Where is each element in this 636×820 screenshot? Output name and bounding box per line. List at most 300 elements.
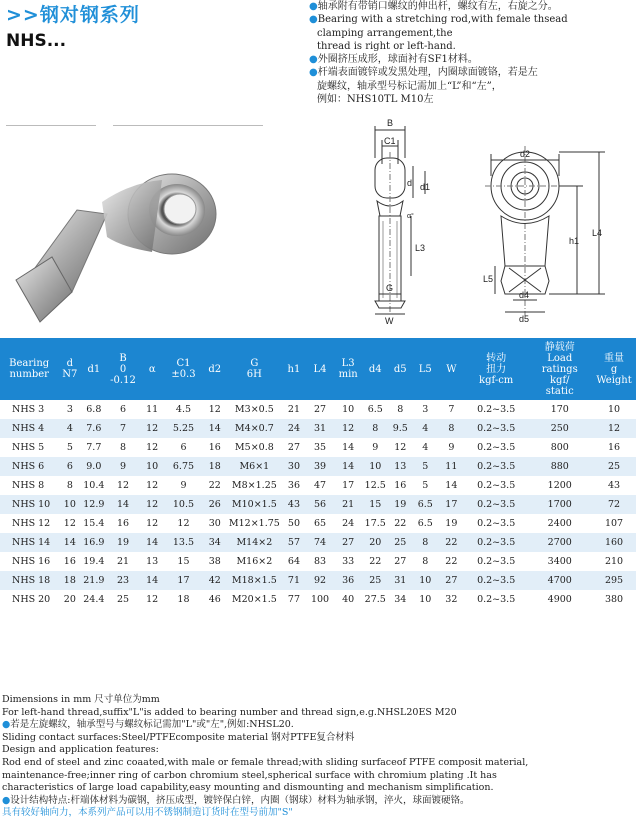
table-cell: 19 — [438, 514, 465, 533]
table-cell: 72 — [592, 495, 636, 514]
table-cell: 0.2~3.5 — [465, 495, 528, 514]
table-cell: 9 — [165, 476, 203, 495]
note-line — [309, 80, 634, 93]
table-cell: 40 — [334, 590, 363, 609]
column-header-line: h1 — [287, 363, 301, 375]
label-G: G — [386, 283, 394, 293]
footer-text: maintenance-free;inner ring of carbon chromium steel,spherical surface with chromium plating .It has — [2, 769, 497, 781]
column-header-line: 扭力 — [486, 363, 507, 375]
column-header-line: d — [66, 358, 74, 369]
table-cell: 14 — [58, 533, 81, 552]
table-cell: 36 — [334, 571, 363, 590]
column-header-line: Bearing — [9, 358, 50, 369]
table-cell: 27 — [388, 552, 413, 571]
table-cell: 3400 — [527, 552, 592, 571]
table-cell: 22 — [438, 552, 465, 571]
table-cell: 12 — [140, 419, 165, 438]
table-cell: 12.5 — [363, 476, 388, 495]
table-cell: NHS 6 — [0, 457, 58, 476]
table-cell: 12 — [202, 400, 227, 419]
table-cell: 14 — [202, 419, 227, 438]
footer-text: Dimensions in mm 尺寸单位为mm — [2, 694, 160, 705]
table-cell: 83 — [306, 552, 333, 571]
table-row — [0, 514, 636, 533]
column-header — [413, 338, 438, 400]
table-cell: 19 — [388, 495, 413, 514]
table-cell: 14 — [334, 457, 363, 476]
footer-text: 设计结构特点:杆端体材料为碳钢，挤压成型，镀锌保白锌，内圈（钢球）材料为轴承钢，淬火，球面镀硬铬。 — [10, 794, 470, 806]
table-cell: 6 — [165, 438, 203, 457]
table-cell: 19.4 — [81, 552, 106, 571]
table-cell: 16 — [58, 552, 81, 571]
table-cell: 7.7 — [81, 438, 106, 457]
table-cell: NHS 14 — [0, 533, 58, 552]
table-cell: 9.0 — [81, 457, 106, 476]
table-cell: 5 — [413, 457, 438, 476]
table-cell: 27.5 — [363, 590, 388, 609]
column-header-line: 重量 — [604, 352, 625, 364]
column-header-line: L3 — [341, 358, 355, 369]
table-cell: 8 — [413, 552, 438, 571]
table-cell: M12×1.75 — [227, 514, 281, 533]
label-h1: h1 — [569, 236, 580, 246]
table-cell: 46 — [202, 590, 227, 609]
feature-notes — [309, 0, 634, 106]
table-cell: 43 — [281, 495, 306, 514]
table-cell: 10 — [363, 457, 388, 476]
table-cell: 21 — [334, 495, 363, 514]
note-text: 旋螺纹，轴承型号标记需加上“L”和“左”， — [317, 80, 502, 92]
table-cell: 36 — [281, 476, 306, 495]
bullet-icon: ● — [2, 719, 11, 731]
table-cell: 15 — [165, 552, 203, 571]
table-cell: M8×1.25 — [227, 476, 281, 495]
label-L4: L4 — [592, 228, 603, 238]
table-cell: M18×1.5 — [227, 571, 281, 590]
column-header-line: α — [148, 363, 156, 375]
table-cell: 15 — [363, 495, 388, 514]
table-cell: 16.9 — [81, 533, 106, 552]
label-d2: d2 — [520, 149, 531, 159]
footer-line — [2, 732, 636, 745]
table-cell: 27 — [438, 571, 465, 590]
table-cell: 22 — [388, 514, 413, 533]
table-cell: 12 — [140, 476, 165, 495]
table-cell: NHS 12 — [0, 514, 58, 533]
table-cell: 27 — [281, 438, 306, 457]
table-cell: 12 — [140, 514, 165, 533]
table-cell: 24 — [281, 419, 306, 438]
table-cell: 24 — [334, 514, 363, 533]
note-text: 轴承附有带销口螺纹的伸出杆，螺纹有左，右旋之分。 — [317, 1, 558, 12]
column-header-line: 6H — [246, 369, 262, 380]
table-cell: 4.5 — [165, 400, 203, 419]
note-text: thread is right or left-hand. — [317, 40, 456, 52]
column-header — [527, 338, 592, 400]
footer-line — [2, 757, 636, 770]
note-line — [309, 40, 634, 53]
label-W: W — [385, 316, 394, 326]
column-header-line: ratings — [541, 363, 578, 375]
footer-text: 若是左旋螺纹，轴承型号与螺纹标记需加"L"或"左",例如:NHSL20. — [10, 719, 294, 731]
table-cell: 15.4 — [81, 514, 106, 533]
column-header — [106, 338, 139, 400]
table-cell: 11 — [438, 457, 465, 476]
table-cell: 8 — [58, 476, 81, 495]
table-cell: 12 — [58, 514, 81, 533]
note-text: Bearing with a stretching rod,with female thsead — [317, 14, 568, 26]
table-cell: 42 — [202, 571, 227, 590]
table-cell: 10.4 — [81, 476, 106, 495]
note-line — [309, 0, 634, 13]
column-header-line: Weight — [596, 374, 632, 386]
table-cell: 27 — [306, 400, 333, 419]
table-cell: 21.9 — [81, 571, 106, 590]
table-cell: 14 — [106, 495, 139, 514]
table-row — [0, 419, 636, 438]
table-cell: 30 — [281, 457, 306, 476]
table-cell: 22 — [438, 533, 465, 552]
footer-text: For left-hand thread,suffix"L"is added to bearing number and thread sign,e.g.NHSL20ES M20 — [2, 706, 457, 718]
table-cell: 14 — [438, 476, 465, 495]
table-cell: 71 — [281, 571, 306, 590]
table-cell: 0.2~3.5 — [465, 476, 528, 495]
table-cell: 5 — [58, 438, 81, 457]
table-cell: 20 — [363, 533, 388, 552]
table-cell: 9 — [438, 438, 465, 457]
table-cell: 16 — [202, 438, 227, 457]
column-header — [438, 338, 465, 400]
table-cell: 27 — [334, 533, 363, 552]
table-cell: 24.4 — [81, 590, 106, 609]
label-d: d — [407, 178, 413, 188]
note-line — [309, 53, 634, 66]
table-cell: 380 — [592, 590, 636, 609]
column-header-line: ±0.3 — [171, 369, 196, 380]
table-cell: 12 — [106, 476, 139, 495]
table-cell: 12.9 — [81, 495, 106, 514]
table-cell: 10 — [592, 400, 636, 419]
table-cell: 17 — [334, 476, 363, 495]
table-cell: 2700 — [527, 533, 592, 552]
table-cell: 6 — [106, 400, 139, 419]
bullet-icon: ● — [2, 794, 11, 806]
table-cell: 6.75 — [165, 457, 203, 476]
table-cell: 39 — [306, 457, 333, 476]
footer-text: 具有较好轴向力，本系列产品可以用不锈钢制造订货时在型号前加"S" — [2, 807, 293, 819]
column-header — [81, 338, 106, 400]
table-cell: 250 — [527, 419, 592, 438]
table-cell: 107 — [592, 514, 636, 533]
table-cell: M5×0.8 — [227, 438, 281, 457]
column-header-line: G — [250, 358, 259, 369]
table-row — [0, 457, 636, 476]
table-cell: 25 — [106, 590, 139, 609]
table-cell: 12 — [140, 590, 165, 609]
table-cell: 3 — [413, 400, 438, 419]
table-cell: 4 — [413, 438, 438, 457]
label-B: B — [387, 118, 394, 128]
table-cell: 19 — [106, 533, 139, 552]
table-cell: 2400 — [527, 514, 592, 533]
column-header-line: static — [545, 385, 574, 397]
divider-left — [6, 125, 96, 126]
table-cell: 5.25 — [165, 419, 203, 438]
table-row — [0, 438, 636, 457]
table-cell: NHS 16 — [0, 552, 58, 571]
column-header-line: B — [119, 352, 127, 364]
table-cell: 10.5 — [165, 495, 203, 514]
table-cell: 3 — [58, 400, 81, 419]
column-header — [281, 338, 306, 400]
table-cell: 295 — [592, 571, 636, 590]
table-cell: 880 — [527, 457, 592, 476]
table-cell: M16×2 — [227, 552, 281, 571]
table-cell: 8 — [388, 400, 413, 419]
bullet-icon: ● — [309, 67, 318, 79]
footer-text: characteristics of large load capability,easy mounting and dismounting and mechanism simplification. — [2, 782, 494, 794]
table-cell: 14 — [140, 571, 165, 590]
table-cell: 18 — [165, 590, 203, 609]
column-header-line: L4 — [313, 363, 327, 375]
note-line — [309, 13, 634, 26]
table-cell: 21 — [106, 552, 139, 571]
table-cell: 47 — [306, 476, 333, 495]
column-header-line: d4 — [368, 363, 382, 375]
footer-line — [2, 807, 636, 820]
table-cell: 74 — [306, 533, 333, 552]
table-cell: M14×2 — [227, 533, 281, 552]
column-header — [334, 338, 363, 400]
footer-text: Sliding contact surfaces:Steel/PTFEcomposite material 钢对PTFE复合材料 — [2, 731, 355, 743]
label-alpha: α° — [407, 213, 414, 220]
table-cell: 0.2~3.5 — [465, 514, 528, 533]
table-cell: 0.2~3.5 — [465, 400, 528, 419]
table-row — [0, 590, 636, 609]
footer-text: Design and application features: — [2, 744, 159, 756]
table-cell: M6×1 — [227, 457, 281, 476]
table-cell: NHS 3 — [0, 400, 58, 419]
table-cell: 160 — [592, 533, 636, 552]
column-header — [58, 338, 81, 400]
footer-line — [2, 782, 636, 795]
column-header-line: L5 — [418, 363, 432, 375]
note-line — [309, 66, 634, 79]
table-cell: 34 — [202, 533, 227, 552]
table-cell: 1700 — [527, 495, 592, 514]
table-cell: 26 — [202, 495, 227, 514]
footer-line — [2, 770, 636, 783]
table-cell: 14 — [140, 533, 165, 552]
column-header-line: 转动 — [486, 352, 507, 364]
table-cell: 8 — [413, 533, 438, 552]
table-cell: 12 — [140, 495, 165, 514]
table-cell: 13 — [388, 457, 413, 476]
column-header — [592, 338, 636, 400]
note-line — [309, 93, 634, 106]
table-cell: M3×0.5 — [227, 400, 281, 419]
table-cell: 16 — [592, 438, 636, 457]
table-cell: 21 — [281, 400, 306, 419]
column-header — [363, 338, 388, 400]
note-text: clamping arrangement,the — [317, 27, 453, 39]
table-cell: 8 — [363, 419, 388, 438]
table-cell: NHS 4 — [0, 419, 58, 438]
note-line — [309, 27, 634, 40]
label-C1: C1 — [384, 136, 396, 146]
column-header-line: C1 — [176, 358, 191, 369]
table-cell: 34 — [388, 590, 413, 609]
table-cell: 9 — [106, 457, 139, 476]
table-cell: 100 — [306, 590, 333, 609]
column-header-line: d2 — [208, 363, 222, 375]
column-header-line: -0.12 — [110, 374, 136, 386]
divider-right — [113, 125, 263, 126]
table-cell: 10 — [58, 495, 81, 514]
table-cell: 6.8 — [81, 400, 106, 419]
table-cell: 31 — [388, 571, 413, 590]
table-cell: 57 — [281, 533, 306, 552]
table-cell: NHS 8 — [0, 476, 58, 495]
table-cell: 12 — [334, 419, 363, 438]
table-cell: M20×1.5 — [227, 590, 281, 609]
column-header-line: kgf/ — [549, 374, 570, 386]
table-cell: 77 — [281, 590, 306, 609]
table-cell: 10 — [334, 400, 363, 419]
table-row — [0, 533, 636, 552]
column-header — [165, 338, 203, 400]
table-cell: 800 — [527, 438, 592, 457]
note-text: 外圈挤压成形，球面衬有SF1材料。 — [317, 54, 478, 66]
table-cell: 0.2~3.5 — [465, 590, 528, 609]
column-header — [0, 338, 58, 400]
table-cell: 38 — [202, 552, 227, 571]
table-cell: 8 — [106, 438, 139, 457]
table-cell: 50 — [281, 514, 306, 533]
table-cell: 22 — [363, 552, 388, 571]
table-cell: 14 — [334, 438, 363, 457]
table-cell: 18 — [202, 457, 227, 476]
table-cell: 8 — [438, 419, 465, 438]
label-L5: L5 — [483, 274, 494, 284]
table-cell: 20 — [58, 590, 81, 609]
rod-end-photo — [12, 152, 217, 337]
label-d5: d5 — [519, 314, 530, 324]
table-cell: 0.2~3.5 — [465, 571, 528, 590]
footer-line — [2, 719, 636, 732]
column-header-line: min — [338, 369, 358, 380]
footer-text: Rod end of steel and zinc coaated,with male or female thread;with sliding surfaceof PTFE composit material, — [2, 756, 529, 768]
table-cell: 12 — [592, 419, 636, 438]
table-cell: 35 — [306, 438, 333, 457]
table-cell: 6.5 — [413, 514, 438, 533]
table-cell: 13 — [140, 552, 165, 571]
column-header-line: kgf-cm — [479, 374, 514, 386]
table-cell: 32 — [438, 590, 465, 609]
table-cell: 10 — [413, 571, 438, 590]
table-cell: 23 — [106, 571, 139, 590]
page-title: >>钢对钢系列 — [6, 4, 140, 26]
table-cell: 64 — [281, 552, 306, 571]
table-cell: 0.2~3.5 — [465, 438, 528, 457]
table-cell: 16 — [388, 476, 413, 495]
footer-line — [2, 694, 636, 707]
table-cell: 25 — [388, 533, 413, 552]
bullet-icon: ● — [309, 54, 318, 66]
table-cell: 11 — [140, 400, 165, 419]
footer-line — [2, 707, 636, 720]
table-row — [0, 571, 636, 590]
bullet-icon: ● — [309, 14, 318, 26]
table-cell: 25 — [592, 457, 636, 476]
footer-line — [2, 795, 636, 808]
column-header-line: Load — [547, 352, 573, 364]
note-text: 例如：NHS10TL M10左 — [317, 94, 434, 106]
table-cell: 6.5 — [363, 400, 388, 419]
column-header — [388, 338, 413, 400]
table-cell: 0.2~3.5 — [465, 419, 528, 438]
table-cell: 7.6 — [81, 419, 106, 438]
column-header — [202, 338, 227, 400]
spec-table-header — [0, 338, 636, 400]
table-cell: 1200 — [527, 476, 592, 495]
table-cell: 12 — [388, 438, 413, 457]
table-cell: 0.2~3.5 — [465, 457, 528, 476]
table-cell: 18 — [58, 571, 81, 590]
table-row — [0, 552, 636, 571]
table-cell: 6 — [58, 457, 81, 476]
table-cell: 7 — [106, 419, 139, 438]
series-code: NHS... — [6, 31, 67, 51]
table-cell: 4 — [58, 419, 81, 438]
table-row — [0, 400, 636, 419]
table-row — [0, 495, 636, 514]
table-cell: 43 — [592, 476, 636, 495]
footer-notes — [2, 694, 636, 820]
table-cell: 92 — [306, 571, 333, 590]
table-cell: M10×1.5 — [227, 495, 281, 514]
dimension-drawing — [355, 116, 620, 326]
table-cell: M4×0.7 — [227, 419, 281, 438]
table-cell: 16 — [106, 514, 139, 533]
table-cell: 170 — [527, 400, 592, 419]
column-header-line: 静载荷 — [544, 341, 575, 353]
table-cell: 13.5 — [165, 533, 203, 552]
table-cell: 12 — [165, 514, 203, 533]
table-cell: 17.5 — [363, 514, 388, 533]
column-header-line: number — [9, 369, 49, 380]
table-cell: 31 — [306, 419, 333, 438]
table-cell: 25 — [363, 571, 388, 590]
bullet-icon: ● — [309, 1, 318, 12]
table-cell: 33 — [334, 552, 363, 571]
table-cell: NHS 5 — [0, 438, 58, 457]
table-row — [0, 476, 636, 495]
column-header-line: W — [446, 363, 457, 375]
table-cell: 10 — [413, 590, 438, 609]
column-header — [140, 338, 165, 400]
column-header — [227, 338, 281, 400]
table-cell: 17 — [438, 495, 465, 514]
table-cell: 9 — [363, 438, 388, 457]
table-cell: 56 — [306, 495, 333, 514]
table-cell: 9.5 — [388, 419, 413, 438]
table-cell: 4 — [413, 419, 438, 438]
table-cell: 7 — [438, 400, 465, 419]
table-cell: 4700 — [527, 571, 592, 590]
table-cell: 5 — [413, 476, 438, 495]
note-text: 杆端表面镀锌或发黑处理，内圈球面镀铬，若是左 — [317, 67, 538, 79]
